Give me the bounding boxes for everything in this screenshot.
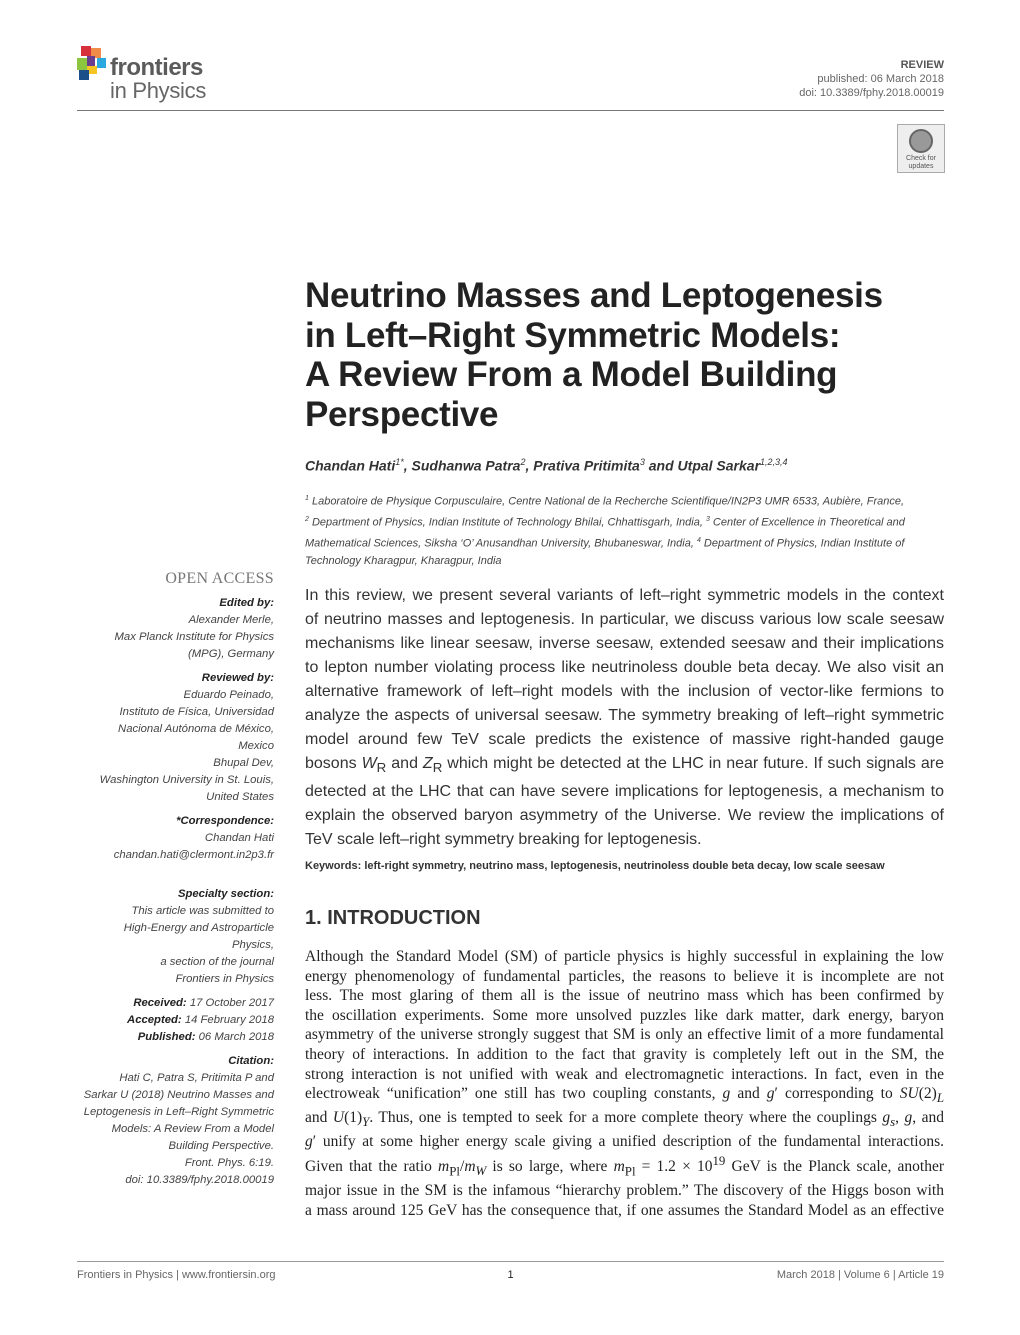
abstract-line: model around few TeV scale predicts the existence of massive right-handed gauge	[305, 731, 944, 748]
edited-by-heading: Edited by:	[219, 597, 274, 609]
reviewed-by-heading: Reviewed by:	[201, 672, 274, 684]
citation-line: Front. Phys. 6:19.	[184, 1157, 274, 1169]
abstract	[305, 584, 944, 852]
published-date: published: 06 March 2018	[817, 73, 944, 85]
logo-text-frontiers: frontiers	[110, 54, 203, 81]
page-number: 1	[507, 1269, 514, 1281]
published-label: Published:	[137, 1031, 196, 1043]
correspondence-heading: *Correspondence:	[176, 815, 274, 827]
received-label: Received:	[133, 997, 187, 1009]
citation-line: Building Perspective.	[168, 1140, 274, 1152]
body-line: less. The most glaring of them all is the issue of neutrino mass which has been confirmed by	[305, 987, 944, 1005]
body-line: Given that the ratio $m_{Pl}/m_W$ is so large, where $m_{Pl} = 1.2 \times 10^{19}$ GeV is the Planck scale, another	[305, 1153, 945, 1179]
body-line: strong interaction is not unified with weak and electromagnetic interactions. In fact, even in the	[305, 1065, 944, 1083]
citation-line: Leptogenesis in Left–Right Symmetric	[83, 1106, 274, 1118]
abstract-line: analyze the aspects of universal seesaw. The symmetry breaking of left–right symmetric	[305, 707, 944, 724]
body-line: energy phenomenology of fundamental particles, the reasons to believe it is incomplete are not	[305, 967, 944, 985]
specialty-heading: Specialty section:	[177, 888, 274, 900]
reviewer-line: Bhupal Dev,	[213, 757, 274, 769]
body-line: major issue in the SM is the infamous “hierarchy problem.” The discovery of the Higgs boson with	[305, 1181, 944, 1199]
keywords-label: Keywords:	[305, 860, 362, 872]
title-line: A Review From a Model Building	[305, 355, 838, 394]
accepted-row	[64, 1012, 274, 1029]
article-title	[305, 276, 945, 434]
body-line: and $U(1)_Y$. Thus, one is tempted to seek for a more complete theory where the couplings $g_s$, g, and	[305, 1108, 945, 1129]
citation-line: Sarkar U (2018) Neutrino Masses and	[83, 1089, 274, 1101]
citation-heading: Citation:	[228, 1055, 274, 1067]
editor-line: (MPG), Germany	[188, 648, 274, 660]
published-date: 06 March 2018	[198, 1031, 274, 1043]
footer-journal-link[interactable]: Frontiers in Physics | www.frontiersin.org	[77, 1269, 276, 1281]
received-date: 17 October 2017	[189, 997, 274, 1009]
article-type: REVIEW	[900, 59, 944, 71]
footer-issue-info: March 2018 | Volume 6 | Article 19	[776, 1269, 944, 1281]
frontiers-cube-icon	[77, 44, 109, 82]
accepted-date: 14 February 2018	[184, 1014, 274, 1026]
abstract-line: TeV scale left–right symmetry breaking for leptogenesis.	[305, 831, 702, 849]
published-row	[64, 1029, 274, 1046]
reviewer-line: United States	[206, 791, 274, 803]
citation-line: Models: A Review From a Model	[111, 1123, 274, 1135]
specialty-line: Physics,	[231, 939, 274, 951]
body-line: a mass around 125 GeV has the consequence that, if one assumes the Standard Model as an effective	[305, 1201, 944, 1219]
editor-line: Max Planck Institute for Physics	[114, 631, 274, 643]
reviewer-line: Eduardo Peinado,	[183, 689, 274, 701]
introduction-text	[305, 947, 944, 1220]
bookmark-icon	[909, 129, 933, 153]
check-updates-label: Check for updates	[906, 155, 936, 170]
specialty-line: This article was submitted to	[131, 905, 274, 917]
reviewer-line: Mexico	[238, 740, 274, 752]
author-list: Chandan Hati$^{1*}$, Sudhanwa Patra$^2$, Prativa Pritimita$^3$ and Utpal Sarkar$^{1,2,3,4}$	[305, 457, 788, 474]
logo-text-journal: in Physics	[110, 78, 207, 103]
sidebar-metadata	[64, 570, 274, 1189]
doi-link[interactable]: doi: 10.3389/fphy.2018.00019	[799, 87, 944, 99]
abstract-line: detected at the LHC that can have severe implications for leptogenesis, a mechanism to	[305, 783, 944, 801]
abstract-line: alternative framework of left–right models with the inclusion of vector-like fermions to	[305, 683, 944, 700]
keywords	[305, 860, 885, 872]
title-line: in Left–Right Symmetric Models:	[305, 315, 841, 355]
abstract-line: bosons $W_R$ and $Z_R$ which might be detected at the LHC in near future. If such signals are	[305, 755, 944, 776]
correspondence-email[interactable]: chandan.hati@clermont.in2p3.fr	[113, 849, 274, 861]
body-line: the oscillation experiments. Some more unsolved puzzles like dark matter, dark energy, baryon	[305, 1006, 944, 1024]
check-for-updates-badge[interactable]	[897, 124, 945, 173]
abstract-line: In this review, we present several variants of left–right symmetric models in the context	[305, 587, 944, 604]
accepted-label: Accepted:	[127, 1014, 182, 1026]
keywords-list: left-right symmetry, neutrino mass, leptogenesis, neutrinoless double beta decay, low scale seesaw	[364, 860, 885, 872]
section-heading: 1. INTRODUCTION	[305, 907, 481, 929]
reviewer-line: Instituto de Física, Universidad	[119, 706, 274, 718]
affiliations: $^1$ Laboratoire de Physique Corpusculaire, Centre National de la Recherche Scientifique/IN2P3 UMR 6533, Aubière, France, $^2$ Department of Physics, Indian Institute of Technology Bhilai, Chhattisgarh, India, $^3$ Center of Excellence in Theoretical and Mathematical Sciences, Siksha ‘O’ Anusandhan University, Bhubaneswar, India, $^4$ Department of Physics, Indian Institute of Technology Kharagpur, Kharagpur, India	[305, 495, 905, 567]
reviewer-line: Washington University in St. Louis,	[99, 774, 274, 786]
specialty-line: Frontiers in Physics	[175, 973, 274, 985]
specialty-line: a section of the journal	[160, 956, 274, 968]
abstract-line: to lepton number violating process like neutrinoless double beta decay. We also visit an	[305, 659, 944, 676]
open-access-label: OPEN ACCESS	[165, 570, 274, 587]
footer-divider	[77, 1261, 944, 1262]
correspondence-name: Chandan Hati	[204, 832, 274, 844]
editor-line: Alexander Merle,	[188, 614, 274, 626]
article-header-info	[799, 58, 944, 100]
abstract-line: mechanisms like linear seesaw, inverse seesaw, extended seesaw and their implications	[305, 635, 944, 652]
title-line: Perspective	[305, 394, 499, 434]
specialty-line: High-Energy and Astroparticle	[123, 922, 274, 934]
received-row	[64, 995, 274, 1012]
abstract-line: explain the observed baryon asymmetry of the Universe. We review the implications of	[305, 807, 944, 825]
header-divider	[77, 110, 944, 111]
body-line: Although the Standard Model (SM) of particle physics is highly successful in explaining the low	[305, 948, 944, 965]
citation-line: Hati C, Patra S, Pritimita P and	[119, 1072, 274, 1084]
body-line: theory of interactions. In addition to the fact that gravity is completely left out in the SM, the	[305, 1045, 944, 1063]
title-line: Neutrino Masses and Leptogenesis	[305, 276, 883, 315]
citation-doi[interactable]: doi: 10.3389/fphy.2018.00019	[125, 1174, 274, 1186]
body-line: g′ unify at some higher energy scale giving a unified description of the fundamental interactions.	[305, 1132, 944, 1150]
body-line: electroweak “unification” one still has two coupling constants, g and g′ corresponding to $SU(2)_L$	[305, 1085, 945, 1106]
reviewer-line: Nacional Autónoma de México,	[118, 723, 274, 735]
frontiers-logo[interactable]	[77, 44, 227, 104]
body-line: asymmetry of the universe strongly suggest that SM is only an effective limit of a more fundamental	[305, 1026, 944, 1044]
page-footer	[77, 1269, 944, 1281]
abstract-line: of neutrino masses and leptogenesis. In particular, we discuss various low scale seesaw	[305, 611, 944, 628]
